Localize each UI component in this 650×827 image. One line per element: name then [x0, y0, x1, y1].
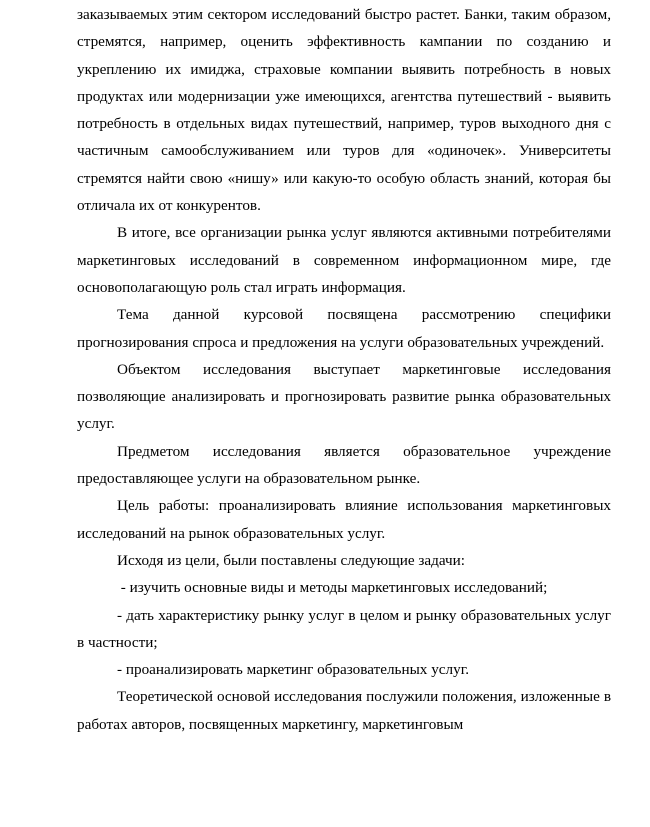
- task-item-1: - изучить основные виды и методы маркетинговых исследований;: [117, 579, 548, 597]
- paragraph-theoretical-basis: Теоретической основой исследования послужили положения, изложенные в работах авторов, посвященных маркетингу, маркетинговым: [77, 688, 611, 733]
- task-item-3: - проанализировать маркетинг образовательных услуг.: [117, 661, 470, 679]
- paragraph-continuation: заказываемых этим сектором исследований быстро растет. Банки, таким образом, стремятся, например, оценить эффективность кампании по созданию и укреплению их имиджа, страховые компании выявить потребность в новых продуктах или модернизации уже имеющихся, агентства путешествий - выявить потребность в отдельных видах путешествий, например, туров выходного дня с частичным самообслуживанием или туров для «одиночек». Университеты стремятся найти свою «нишу» или какую-то особую область знаний, которая бы отличала их от конкурентов.: [77, 6, 611, 215]
- paragraph-goal: Цель работы: проанализировать влияние использования маркетинговых исследований на рынок образовательных услуг.: [77, 497, 611, 542]
- document-page: [77, 0, 611, 738]
- paragraph-tasks-intro: Исходя из цели, были поставлены следующие задачи:: [117, 551, 466, 569]
- paragraph-topic: Тема данной курсовой посвящена рассмотрению специфики прогнозирования спроса и предложения на услуги образовательных учреждений.: [77, 306, 611, 351]
- paragraph-subject: Предметом исследования является образовательное учреждение предоставляющее услуги на образовательном рынке.: [77, 442, 611, 488]
- paragraph-summary: В итоге, все организации рынка услуг являются активными потребителями маркетинговых исследований в современном информационном мире, где основополагающую роль стал играть информация.: [77, 224, 611, 296]
- task-item-2: - дать характеристику рынку услуг в целом и рынку образовательных услуг в частности;: [77, 606, 611, 651]
- paragraph-object: Объектом исследования выступает маркетинговые исследования позволяющие анализировать и прогнозировать развитие рынка образовательных услуг.: [77, 360, 611, 433]
